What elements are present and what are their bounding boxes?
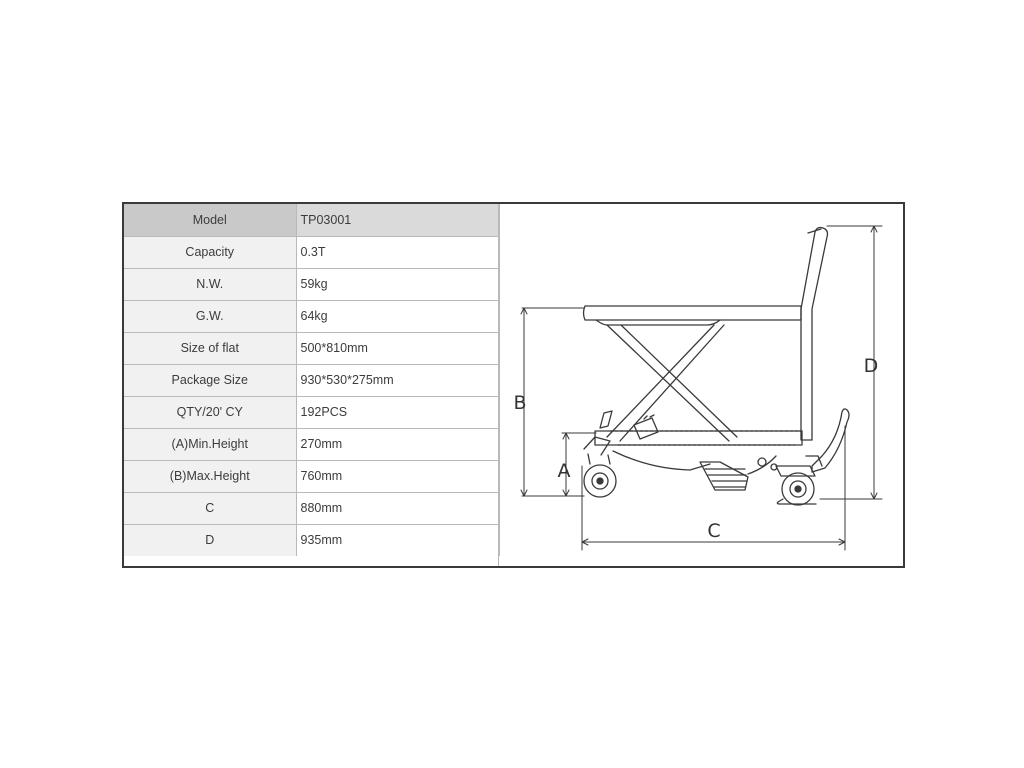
spec-label-c: C [124,492,296,524]
spec-value-qty-container: 192PCS [296,396,499,428]
spec-label-min-height: (A)Min.Height [124,428,296,460]
spec-value-min-height: 270mm [296,428,499,460]
spec-label-gross-weight: G.W. [124,300,296,332]
dimension-b-line [521,308,584,496]
foot-pedal-icon [812,409,849,472]
dimension-c-label: C [707,520,721,542]
spec-value-model: TP03001 [296,204,499,236]
table-row [124,492,499,524]
pump-linkage-icon [613,451,777,490]
base-frame-icon [595,431,802,445]
spec-table [124,204,500,556]
table-row [124,204,499,236]
spec-value-flat-size: 500*810mm [296,332,499,364]
table-row [124,364,499,396]
spec-label-d: D [124,524,296,556]
spec-label-flat-size: Size of flat [124,332,296,364]
table-row [124,524,499,556]
table-divider [498,204,499,566]
table-row [124,300,499,332]
dimension-b-label: B [513,392,527,414]
table-row [124,236,499,268]
spec-label-capacity: Capacity [124,236,296,268]
spec-value-gross-weight: 64kg [296,300,499,332]
table-row [124,460,499,492]
spec-label-model: Model [124,204,296,236]
lift-table-diagram [500,204,903,566]
lift-table-drawing [500,204,903,566]
table-row [124,396,499,428]
spec-label-max-height: (B)Max.Height [124,460,296,492]
dimension-d-label: D [863,355,879,377]
dimension-a-label: A [557,460,571,482]
platform-icon [584,306,802,325]
spec-label-net-weight: N.W. [124,268,296,300]
table-row [124,332,499,364]
spec-value-c: 880mm [296,492,499,524]
scissor-arms-icon [607,325,737,441]
spec-value-package-size: 930*530*275mm [296,364,499,396]
spec-value-max-height: 760mm [296,460,499,492]
table-row [124,428,499,460]
table-row [124,268,499,300]
spec-value-d: 935mm [296,524,499,556]
spec-label-package-size: Package Size [124,364,296,396]
handle-icon [801,228,828,441]
spec-value-net-weight: 59kg [296,268,499,300]
spec-label-qty-container: QTY/20' CY [124,396,296,428]
front-wheel-icon [584,437,616,497]
spec-sheet [122,202,905,568]
spec-value-capacity: 0.3T [296,236,499,268]
